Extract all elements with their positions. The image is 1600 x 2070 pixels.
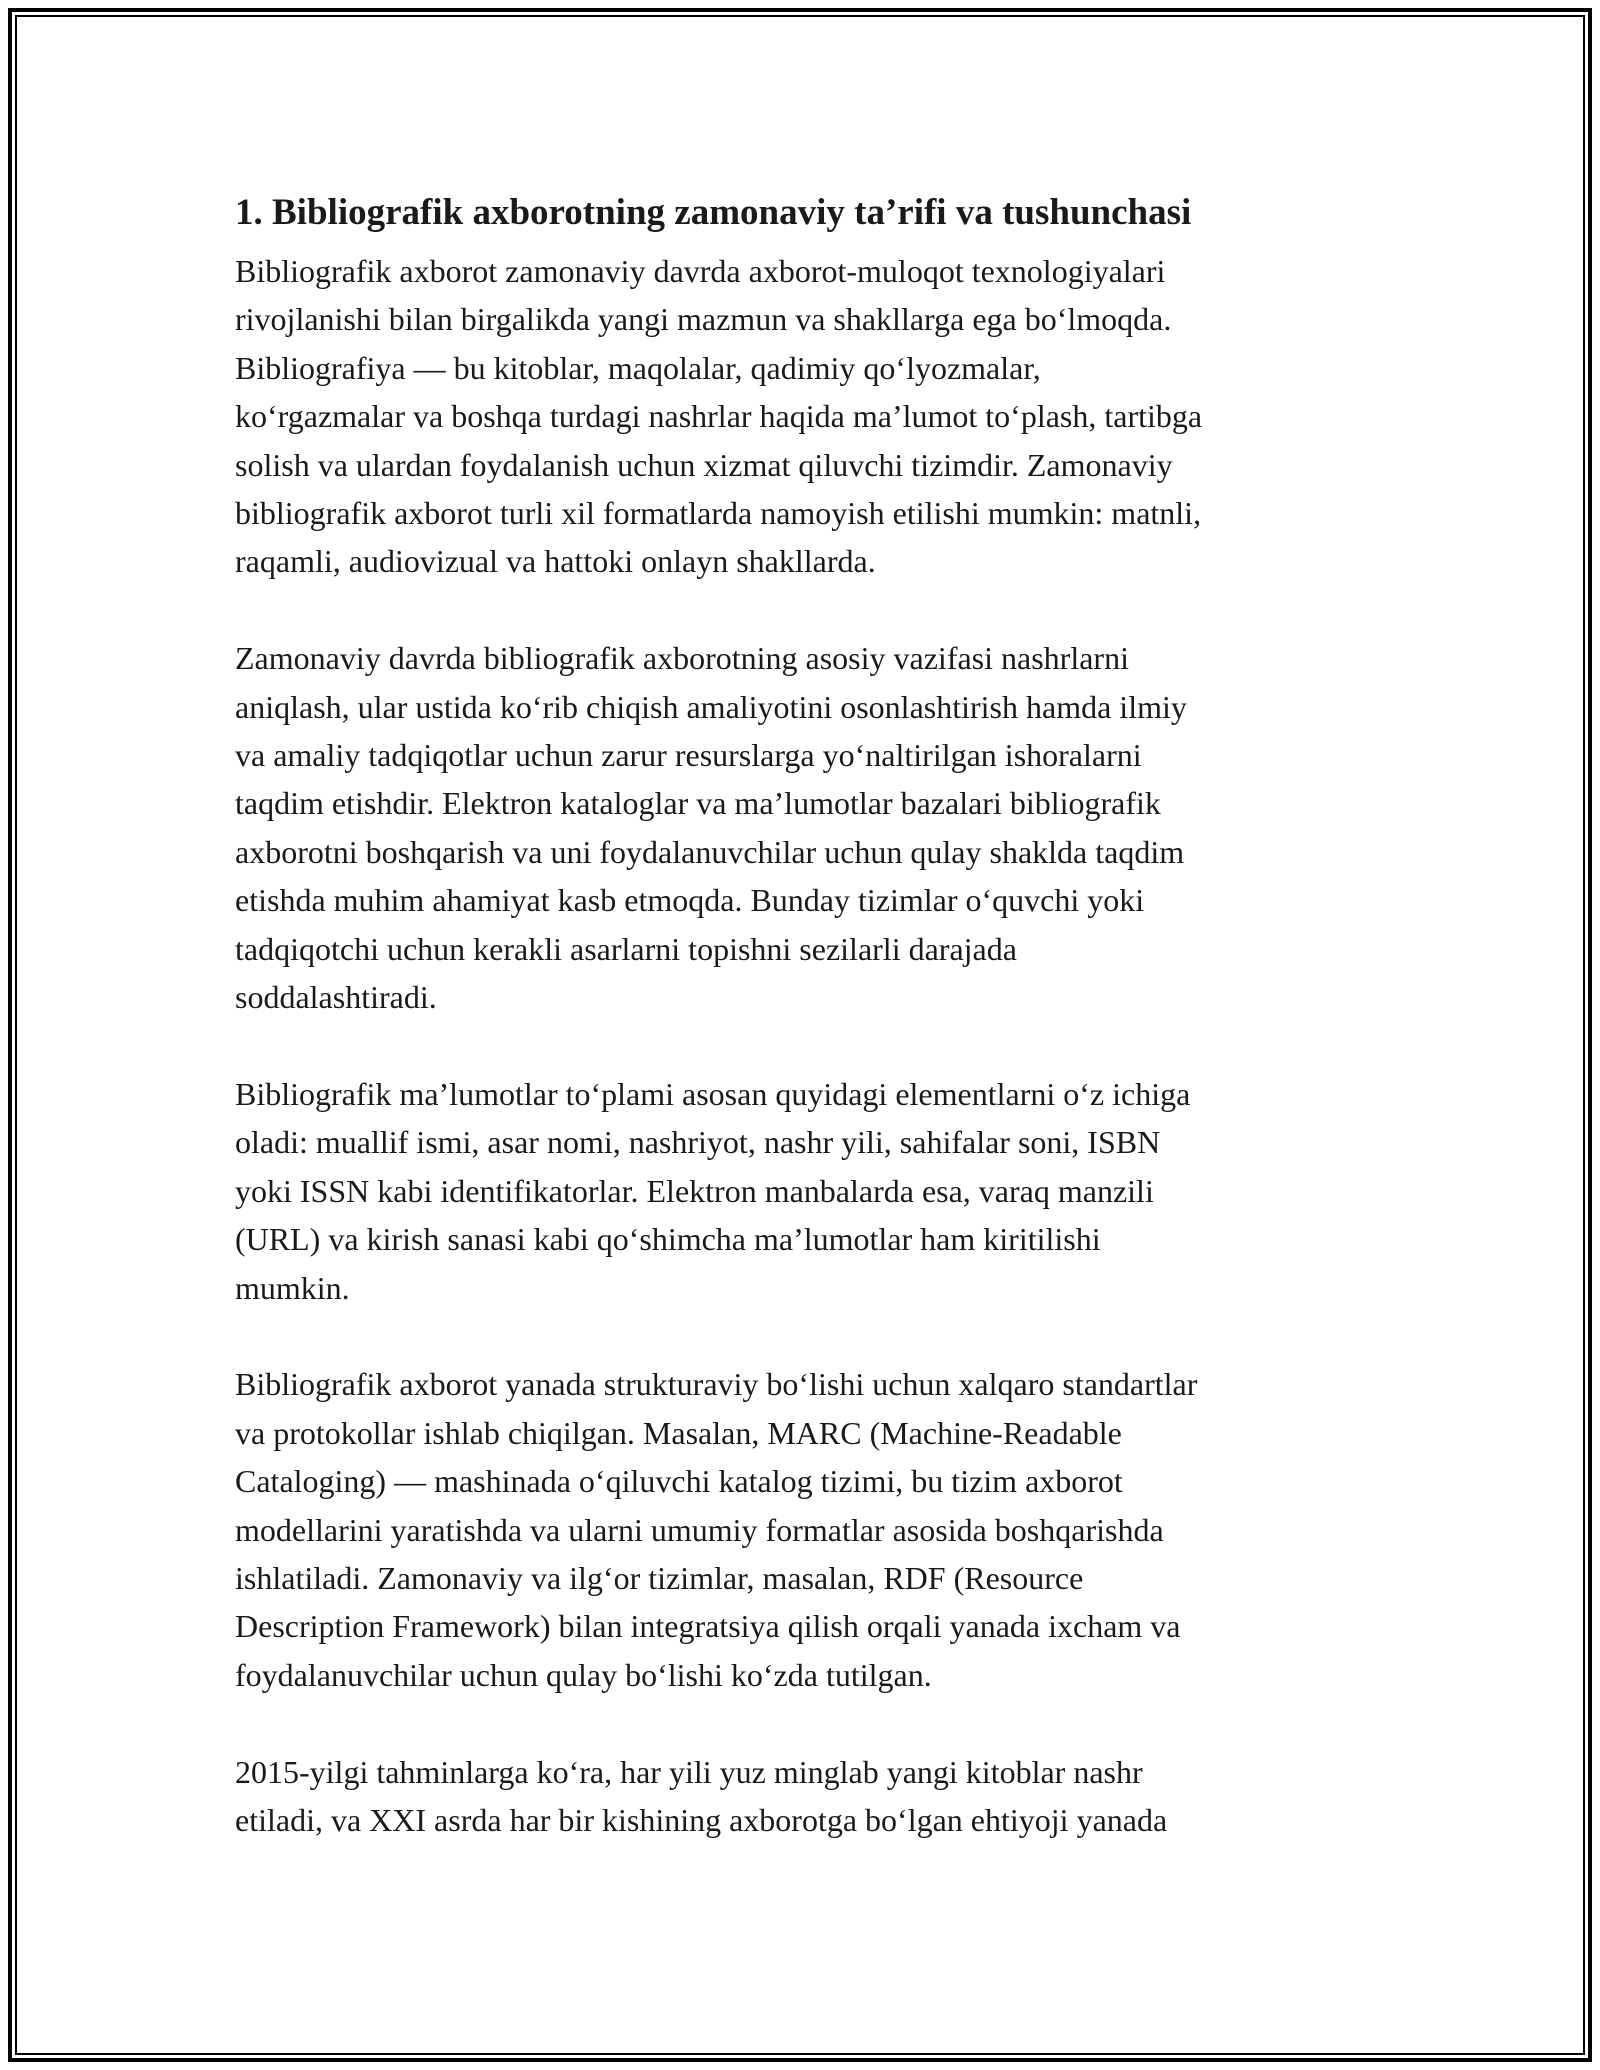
paragraph-5: 2015-yilgi tahminlarga ko‘ra, har yili yuz minglab yangi kitoblar nashr etiladi, va XXI asrda har bir kishining axborotga bo‘lgan ehtiyoji yanada: [235, 1753, 1168, 1838]
paragraph-3: Bibliografik ma’lumotlar to‘plami asosan quyidagi elementlarni o‘z ichiga oladi: muallif ismi, asar nomi, nashriyot, nashr yili, sahifalar soni, ISBN yoki ISSN kabi identifikatorlar. Elektron manbalarda esa, varaq manzili (URL) va kirish sanasi kabi qo‘shimcha ma’lumotlar ham kiritilishi mumkin.: [235, 1075, 1191, 1306]
paragraph-1: Bibliografik axborot zamonaviy davrda axborot-muloqot texnologiyalari rivojlanishi bilan birgalikda yangi mazmun va shakllarga ega bo‘lmoqda. Bibliografiya — bu kitoblar, maqolalar, qadimiy qo‘lyozmalar, ko‘rgazmalar va boshqa turdagi nashrlar haqida ma’lumot to‘plash, tartibga solish va ulardan foydalanish uchun xizmat qiluvchi tizimdir. Zamonaviy bibliografik axborot turli xil formatlarda namoyish etilishi mumkin: matnli, raqamli, audiovizual va hattoki onlayn shakllarda.: [235, 253, 1203, 580]
document-body: [235, 185, 1365, 1893]
paragraph-4: Bibliografik axborot yanada strukturaviy bo‘lishi uchun xalqaro standartlar va protokollar ishlab chiqilgan. Masalan, MARC (Machine-Readable Cataloging) — mashinada o‘qiluvchi katalog tizimi, bu tizim axborot modellarini yaratishda va ularni umumiy formatlar asosida boshqarishda ishlatiladi. Zamonaviy va ilg‘or tizimlar, masalan, RDF (Resource Description Framework) bilan integratsiya qilish orqali yanada ixcham va foydalanuvchilar uchun qulay bo‘lishi ko‘zda tutilgan.: [235, 1366, 1198, 1693]
section-heading: 1. Bibliografik axborotning zamonaviy ta’rifi va tushunchasi: [235, 192, 1192, 233]
paragraph-2: Zamonaviy davrda bibliografik axborotning asosiy vazifasi nashrlarni aniqlash, ular ustida ko‘rib chiqish amaliyotini osonlashtirish hamda ilmiy va amaliy tadqiqotlar uchun zarur resurslarga yo‘naltirilgan ishoralarni taqdim etishdir. Elektron kataloglar va ma’lumotlar bazalari bibliografik axborotni boshqarish va uni foydalanuvchilar uchun qulay shaklda taqdim etishda muhim ahamiyat kasb etmoqda. Bunday tizimlar o‘quvchi yoki tadqiqotchi uchun kerakli asarlarni topishni sezilarli darajada soddalashtiradi.: [235, 640, 1187, 1016]
